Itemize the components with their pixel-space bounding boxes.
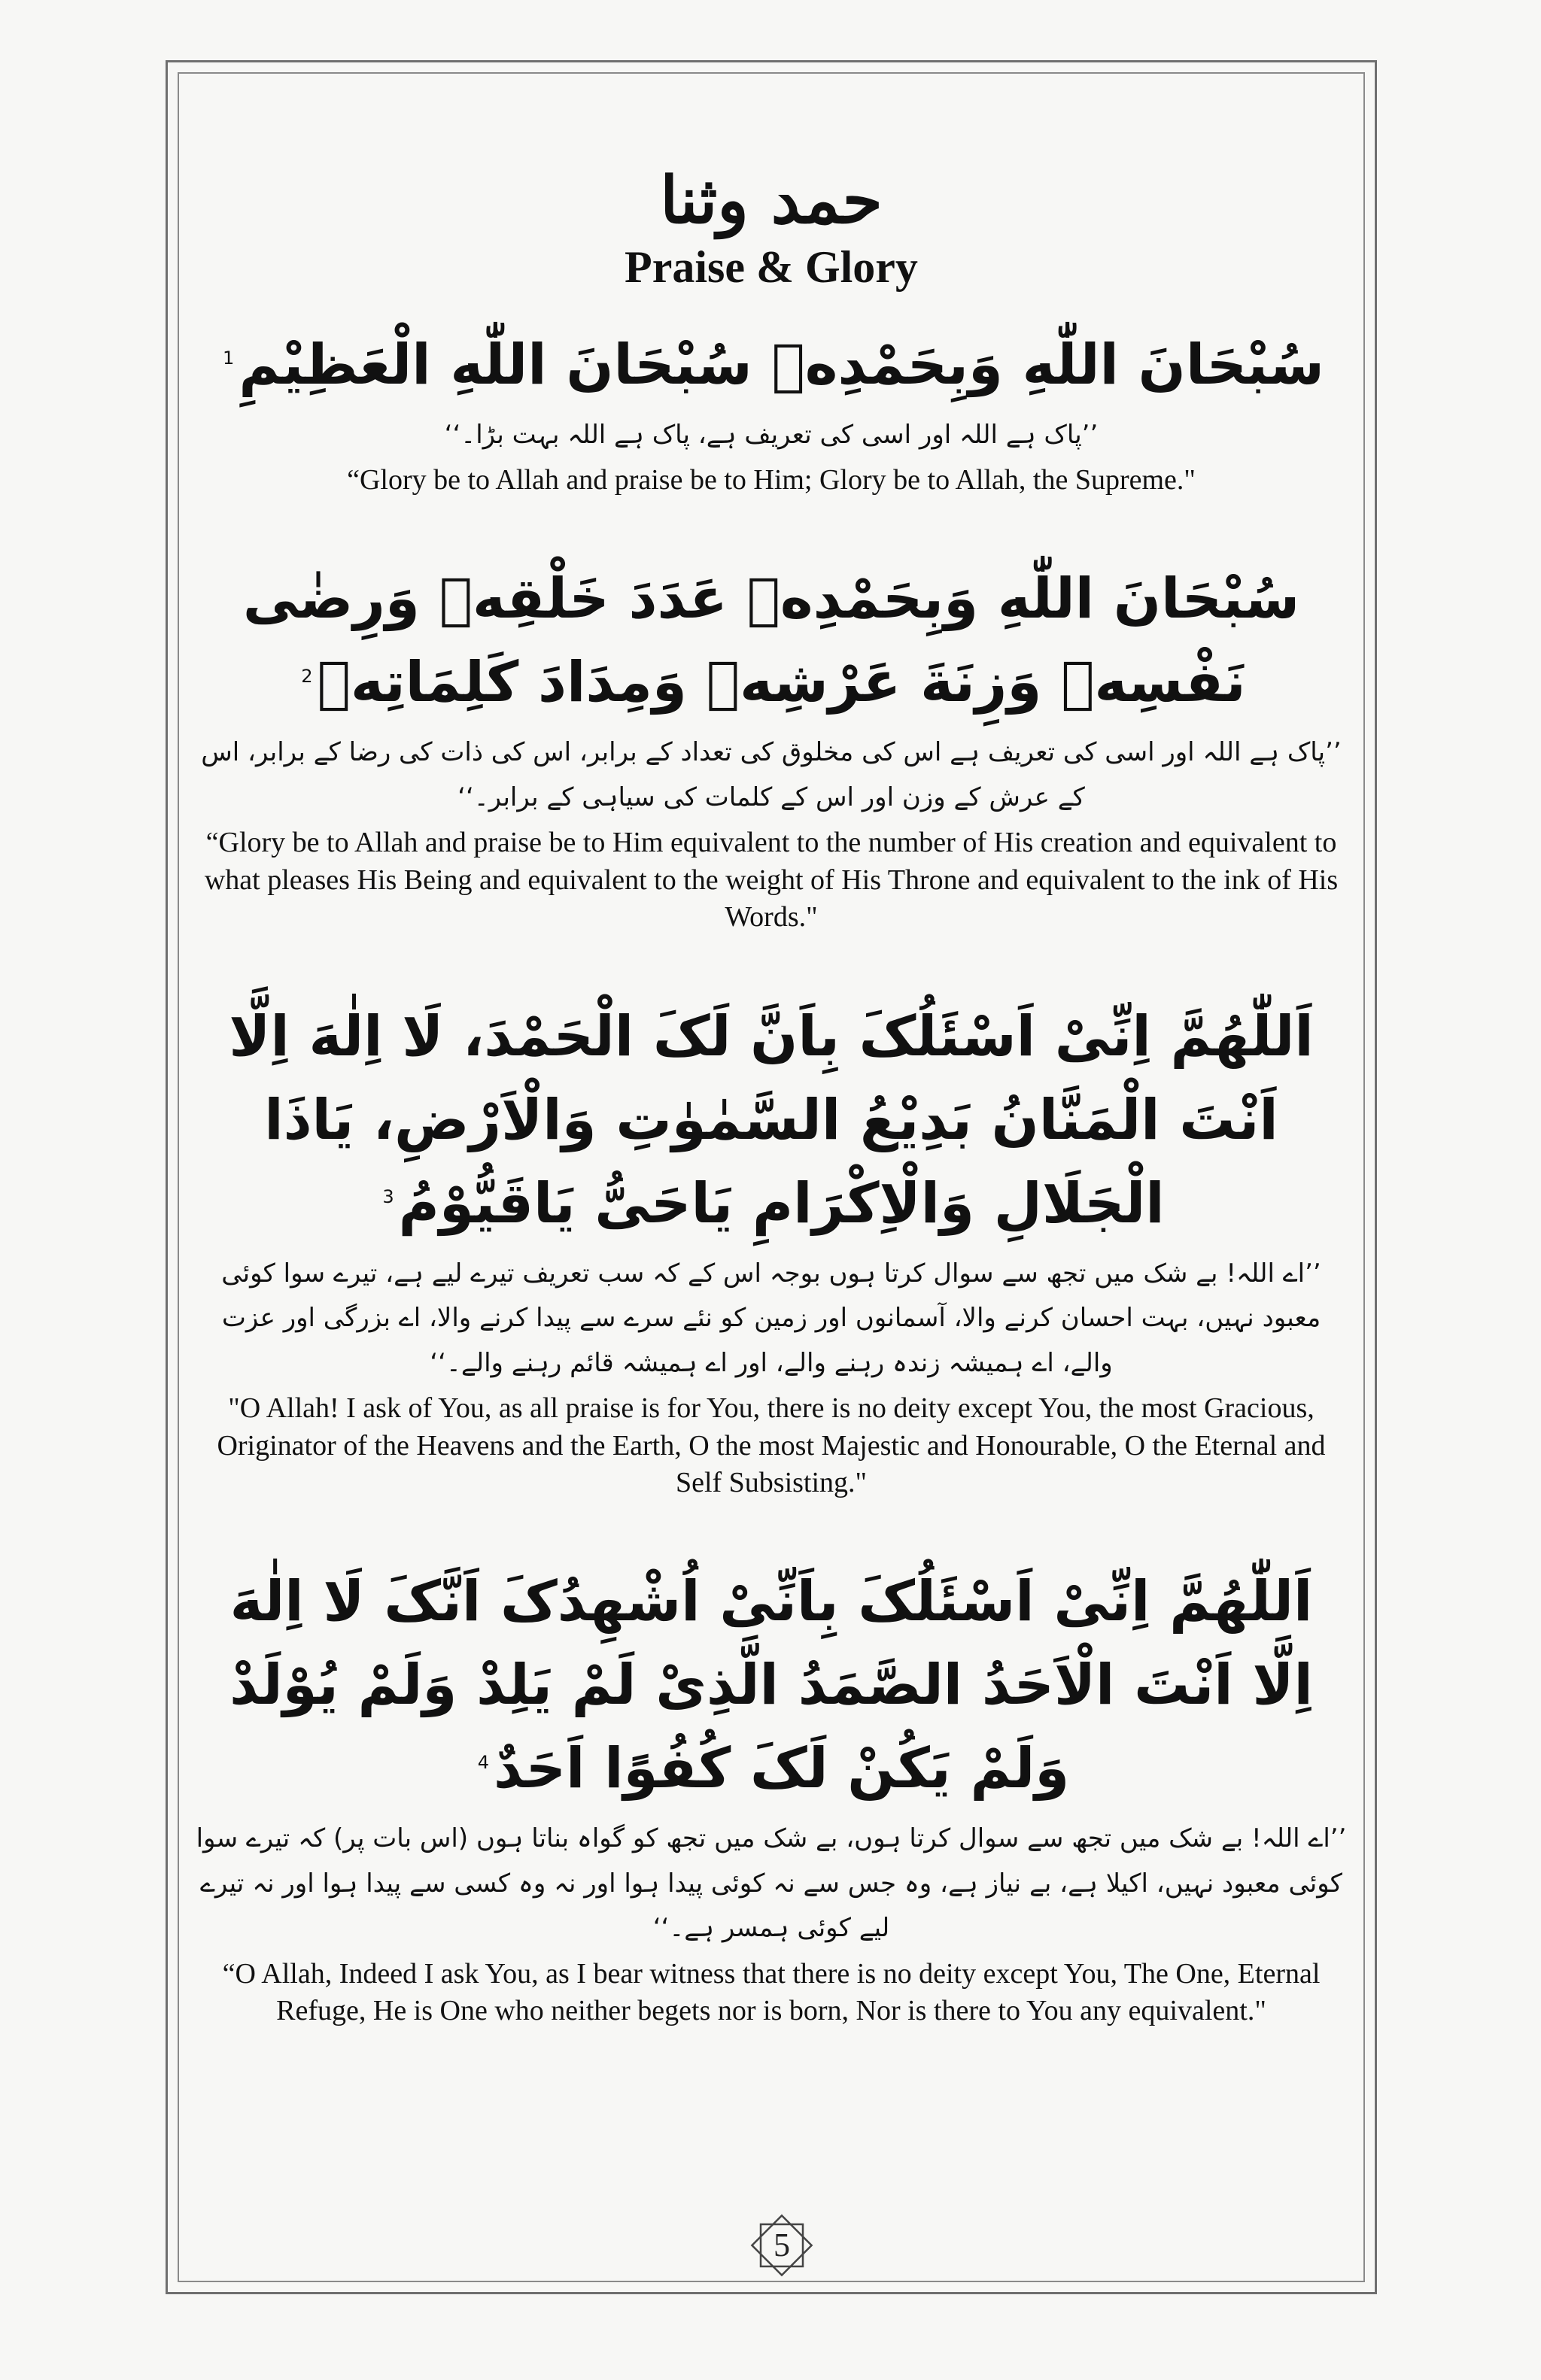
dua-block-3 [196,995,1347,1502]
title-english: Praise & Glory [625,241,918,292]
dua-block-1 [196,323,1347,499]
footnote-ref: 1 [223,347,235,369]
arabic-text: اَللّٰهُمَّ اِنِّىْ اَسْئَلُکَ بِاَنِّىْ اُشْهِدُکَ اَنَّکَ لَا اِلٰهَ اِلَّا اَنْتَ الْاَحَدُ الصَّمَدُ الَّذِىْ لَمْ يَلِدْ وَلَمْ يُوْلَدْ وَلَمْ يَكُنْ لَکَ كُفُوًا اَحَدٌ$^4$ [229,1569,1313,1802]
urdu-translation: ’’پاک ہے اللہ اور اسی کی تعریف ہے اس کی مخلوق کی تعداد کے برابر، اس کی ذات کی رضا کے برابر، اس کے عرش کے وزن اور اس کے کلمات کی سیاہی کے برابر۔‘‘ [201,737,1342,812]
arabic-text: اَللّٰهُمَّ اِنِّىْ اَسْئَلُکَ بِاَنَّ لَکَ الْحَمْدَ، لَا اِلٰهَ اِلَّا اَنْتَ الْمَنَّانُ بَدِيْعُ السَّمٰوٰتِ وَالْاَرْضِ، يَاذَا الْجَلَالِ وَالْاِكْرَامِ يَاحَىُّ يَاقَيُّوْمُ$^3$ [229,1003,1314,1236]
arabic-text: سُبْحَانَ اللّٰهِ وَبِحَمْدِهٖ عَدَدَ خَلْقِهٖ وَرِضٰى نَفْسِهٖ وَزِنَةَ عَرْشِهٖ وَمِدَادَ كَلِمَاتِهٖ$^2$ [242,566,1300,715]
footnote-ref: 4 [477,1751,489,1773]
page-number-badge [748,2212,816,2279]
english-translation: "O Allah! I ask of You, as all praise is for You, there is no deity except You, the most Gracious, Originator of the Heavens and the Earth, O the most Majestic and Honourable, O the Eternal and Self Subsisting." [217,1392,1326,1498]
page-content [196,162,1347,2089]
page-number: 5 [774,2227,790,2263]
english-translation: “O Allah, Indeed I ask You, as I bear witness that there is no deity except You, The One, Eternal Refuge, He is One who neither begets nor is born, Nor is there to You any equivalent." [222,1957,1321,2027]
dua-block-2 [196,557,1347,936]
english-translation: “Glory be to Allah and praise be to Him; Glory be to Allah, the Supreme." [347,464,1196,496]
english-translation: “Glory be to Allah and praise be to Him equivalent to the number of His creation and equivalent to what pleases His Being and equivalent to the weight of His Throne and equivalent to the ink of His Words." [204,827,1339,933]
urdu-translation: ’’اے اللہ! بے شک میں تجھ سے سوال کرتا ہوں، بے شک میں تجھ کو گواہ بناتا ہوں (اس بات پر) کہ تیرے سوا کوئی معبود نہیں، اکیلا ہے، بے نیاز ہے، وہ جس سے نہ کوئی پیدا ہوا اور نہ وہ کسی سے پیدا ہوا اور نہ تیرے لیے کوئی ہمسر ہے۔‘‘ [196,1823,1347,1944]
footnote-ref: 3 [382,1186,394,1207]
arabic-text: سُبْحَانَ اللّٰهِ وَبِحَمْدِهٖ سُبْحَانَ اللّٰهِ الْعَظِيْمِ$^1$ [223,332,1324,397]
dua-block-4 [196,1560,1347,2029]
urdu-translation: ’’پاک ہے اللہ اور اسی کی تعریف ہے، پاک ہے اللہ بہت بڑا۔‘‘ [444,419,1099,450]
title-urdu: حمد وثنا [660,162,883,238]
footnote-ref: 2 [301,665,313,687]
urdu-translation: ’’اے اللہ! بے شک میں تجھ سے سوال کرتا ہوں بوجہ اس کے کہ سب تعریف تیرے لیے ہے، تیرے سوا کوئی معبود نہیں، بہت احسان کرنے والا، آسمانوں اور زمین کو نئے سرے سے پیدا کرنے والا، اے بزرگی اور عزت والے، اے ہمیشہ زندہ رہنے والے، اور اے ہمیشہ قائم رہنے والے۔‘‘ [221,1258,1321,1378]
